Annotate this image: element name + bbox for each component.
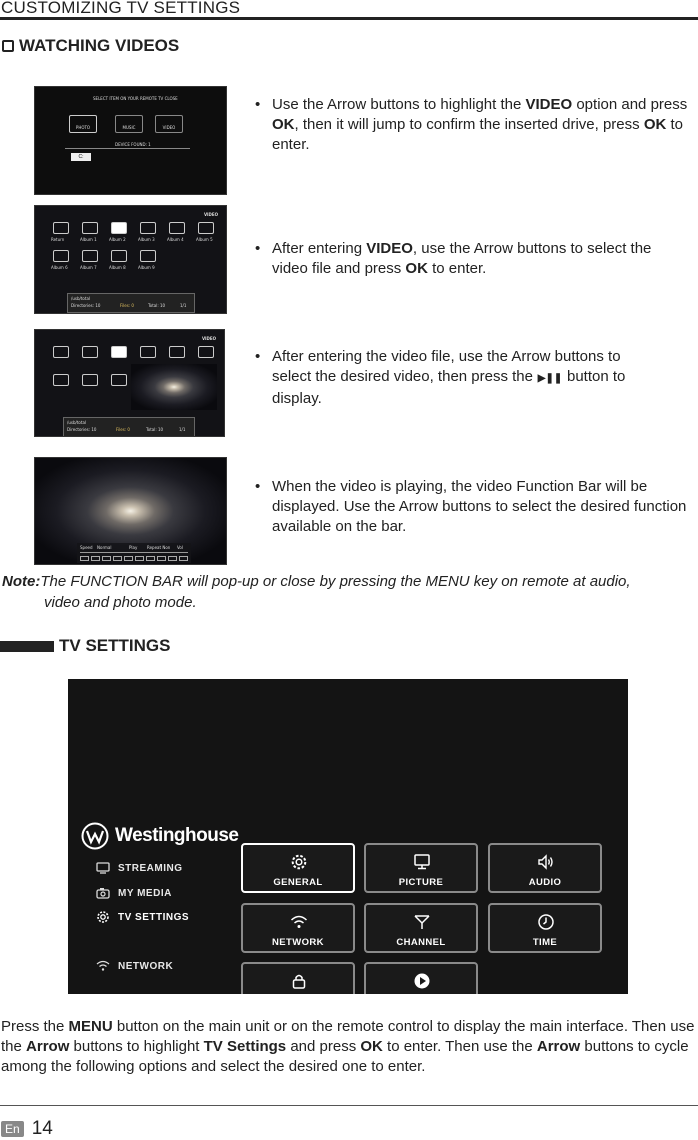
page-header	[0, 0, 698, 22]
folder-icon	[53, 250, 69, 262]
bar-play-label: Play	[129, 545, 138, 550]
video-file-icon	[82, 346, 98, 358]
info-bar	[63, 417, 195, 437]
instruction-paragraph: Press the MENU button on the main unit or on the remote control to display the main interface. Then use the Arrow buttons to highlight TV Settings and press OK to enter. Then use the Arrow buttons to cycle among the following options and select the desired one to enter.	[1, 1018, 695, 1075]
return-icon	[53, 346, 69, 358]
page-number: 14	[31, 1118, 53, 1139]
info-page: 1/1	[179, 427, 186, 432]
tv-icon	[96, 862, 110, 874]
step-3-line3: display.	[272, 390, 322, 407]
gear-icon	[290, 853, 308, 871]
folder-icon	[82, 250, 98, 262]
step-3-line1: After entering the video file, use the Arrow buttons to	[272, 348, 621, 365]
tile-audio[interactable]	[488, 843, 602, 893]
info-total: Total: 10	[146, 427, 164, 432]
tile-label: CHANNEL	[396, 937, 446, 948]
bar-normal-label: Normal	[97, 545, 112, 550]
westinghouse-logo-icon	[81, 822, 109, 850]
video-file-icon	[111, 346, 127, 358]
step-4	[255, 477, 695, 539]
bullet: •	[255, 348, 261, 365]
control-button	[124, 556, 133, 561]
video-playing-screenshot	[34, 457, 227, 565]
video-option-label: VIDEO	[162, 125, 176, 130]
chapter-title: CUSTOMIZING TV SETTINGS	[1, 0, 241, 17]
grid-label: Album 1	[80, 237, 97, 242]
antenna-icon	[413, 913, 431, 931]
folder-icon	[82, 222, 98, 234]
tile-lock[interactable]	[241, 962, 355, 994]
footer-divider	[0, 1105, 698, 1106]
folder-icon	[169, 222, 185, 234]
step-2	[255, 239, 695, 281]
play-pause-icon: ▶❚❚	[537, 373, 563, 384]
folder-icon	[111, 250, 127, 262]
drive-button: C:	[71, 153, 91, 161]
control-button	[135, 556, 144, 561]
note-text-line2: video and photo mode.	[44, 594, 197, 611]
music-option-label: MUSIC	[122, 125, 136, 130]
info-dirs: Directories: 10	[67, 427, 97, 432]
video-file-icon	[111, 374, 127, 386]
play-icon	[413, 972, 431, 990]
clock-icon	[537, 913, 555, 931]
tile-label: TIME	[532, 937, 558, 948]
usb-menu-title: SELECT ITEM ON YOUR REMOTE TV CLOSE	[93, 96, 178, 101]
grid-label: Return	[51, 237, 65, 242]
tile-label: NETWORK	[272, 937, 324, 948]
control-button	[113, 556, 122, 561]
checkbox-square-icon	[2, 40, 14, 52]
page-footer	[1, 1118, 53, 1140]
tile-label: GENERAL	[273, 877, 323, 888]
tv-settings-screenshot	[68, 679, 628, 994]
step-3	[255, 347, 695, 409]
bar-speed-label: Speed	[80, 545, 93, 550]
tile-time[interactable]	[488, 903, 602, 953]
photo-option	[69, 115, 97, 133]
section-title-text: TV SETTINGS	[59, 636, 171, 655]
video-file-icon	[82, 374, 98, 386]
info-dirs: Directories: 10	[71, 303, 101, 308]
video-select-label: VIDEO	[201, 336, 216, 341]
wifi-icon	[96, 960, 110, 972]
nav-label: TV SETTINGS	[118, 911, 190, 923]
nav-label: MY MEDIA	[118, 887, 172, 899]
info-total: Total: 10	[148, 303, 166, 308]
language-badge: En	[1, 1121, 24, 1137]
control-button	[91, 556, 100, 561]
step-2-text: After entering VIDEO, use the Arrow buttons to select the video file and press OK to enter.	[272, 240, 652, 277]
monitor-icon	[413, 853, 431, 871]
note-label: Note:	[2, 573, 41, 590]
video-file-icon	[140, 346, 156, 358]
folder-icon	[140, 222, 156, 234]
video-file-icon	[169, 346, 185, 358]
folder-icon	[111, 222, 127, 234]
music-option	[115, 115, 143, 133]
lock-icon	[290, 972, 308, 990]
bullet: •	[255, 240, 261, 257]
camera-icon	[96, 887, 110, 899]
section-marker-bar	[0, 641, 54, 652]
grid-label: Album 3	[138, 237, 155, 242]
bar-repeat-label: Repeat Non	[147, 545, 171, 550]
progress-track	[80, 552, 188, 553]
speaker-icon	[537, 853, 555, 871]
video-file-icon	[53, 374, 69, 386]
section-title-tv-settings	[0, 636, 170, 656]
grid-label: Album 2	[109, 237, 126, 242]
nav-item-my-media[interactable]	[96, 887, 172, 899]
menu-divider	[65, 148, 190, 149]
folder-icon	[140, 250, 156, 262]
nav-item-tv-settings[interactable]	[96, 910, 189, 924]
device-found-text: DEVICE FOUND: 1	[115, 142, 151, 147]
grid-label: Album 8	[109, 265, 126, 270]
control-button	[102, 556, 111, 561]
video-grid-screenshot	[34, 205, 227, 314]
nav-item-streaming[interactable]	[96, 862, 183, 874]
tile-play[interactable]	[364, 962, 478, 994]
brand-name: Westinghouse	[115, 825, 239, 846]
usb-menu-screenshot	[34, 86, 227, 195]
control-buttons-row	[80, 556, 188, 561]
info-files: Files: 0	[120, 303, 134, 308]
brand-logo	[81, 822, 239, 850]
tile-label: PICTURE	[398, 877, 444, 888]
step-4-text: When the video is playing, the video Function Bar will be displayed. Use the Arrow buttons to select the desired function available on the bar.	[272, 478, 687, 535]
grid-label: Album 4	[167, 237, 184, 242]
header-divider	[0, 17, 698, 20]
grid-label: Album 5	[196, 237, 213, 242]
step-3-text	[272, 347, 694, 409]
function-bar	[77, 543, 191, 563]
tile-label: AUDIO	[528, 877, 562, 888]
tile-general[interactable]	[241, 843, 355, 893]
control-button	[146, 556, 155, 561]
control-button	[179, 556, 188, 561]
bullet: •	[255, 478, 261, 495]
control-button	[80, 556, 89, 561]
info-page: 1/1	[180, 303, 187, 308]
wifi-icon	[290, 913, 308, 931]
grid-label: Album 6	[51, 265, 68, 270]
control-button	[157, 556, 166, 561]
note-line1	[2, 571, 698, 592]
folder-icon	[198, 222, 214, 234]
return-icon	[53, 222, 69, 234]
nav-item-network[interactable]	[96, 960, 173, 972]
note-text: The FUNCTION BAR will pop-up or close by pressing the MENU key on remote at audio,	[40, 573, 631, 590]
grid-label: Album 7	[80, 265, 97, 270]
video-preview-thumbnail	[131, 364, 217, 410]
grid-label: Album 9	[138, 265, 155, 270]
bullet: •	[255, 96, 261, 113]
step-3-line2: select the desired video, then press the ▶❚❚ button to	[272, 367, 694, 389]
section-title-watching-videos	[2, 36, 179, 56]
tile-channel[interactable]	[364, 903, 478, 953]
step-1-text: Use the Arrow buttons to highlight the VIDEO option and press OK, then it will jump to confirm the inserted drive, press OK to enter.	[272, 96, 688, 153]
info-bar	[67, 293, 195, 313]
video-file-icon	[198, 346, 214, 358]
section-title-text: WATCHING VIDEOS	[19, 36, 180, 55]
video-option	[155, 115, 183, 133]
photo-option-label: PHOTO	[75, 125, 91, 130]
info-files: Files: 0	[116, 427, 130, 432]
nav-label: NETWORK	[118, 960, 174, 972]
gear-icon	[96, 910, 110, 924]
video-select-screenshot	[34, 329, 225, 437]
note	[2, 571, 698, 613]
nav-label: STREAMING	[118, 862, 183, 874]
tile-network[interactable]	[241, 903, 355, 953]
tile-picture[interactable]	[364, 843, 478, 893]
info-path: /usb/total	[71, 296, 90, 301]
step-1	[255, 95, 695, 157]
video-grid-label: VIDEO	[203, 212, 218, 217]
control-button	[168, 556, 177, 561]
info-path: /usb/total	[67, 420, 86, 425]
bar-vol-label: Vol	[177, 545, 183, 550]
